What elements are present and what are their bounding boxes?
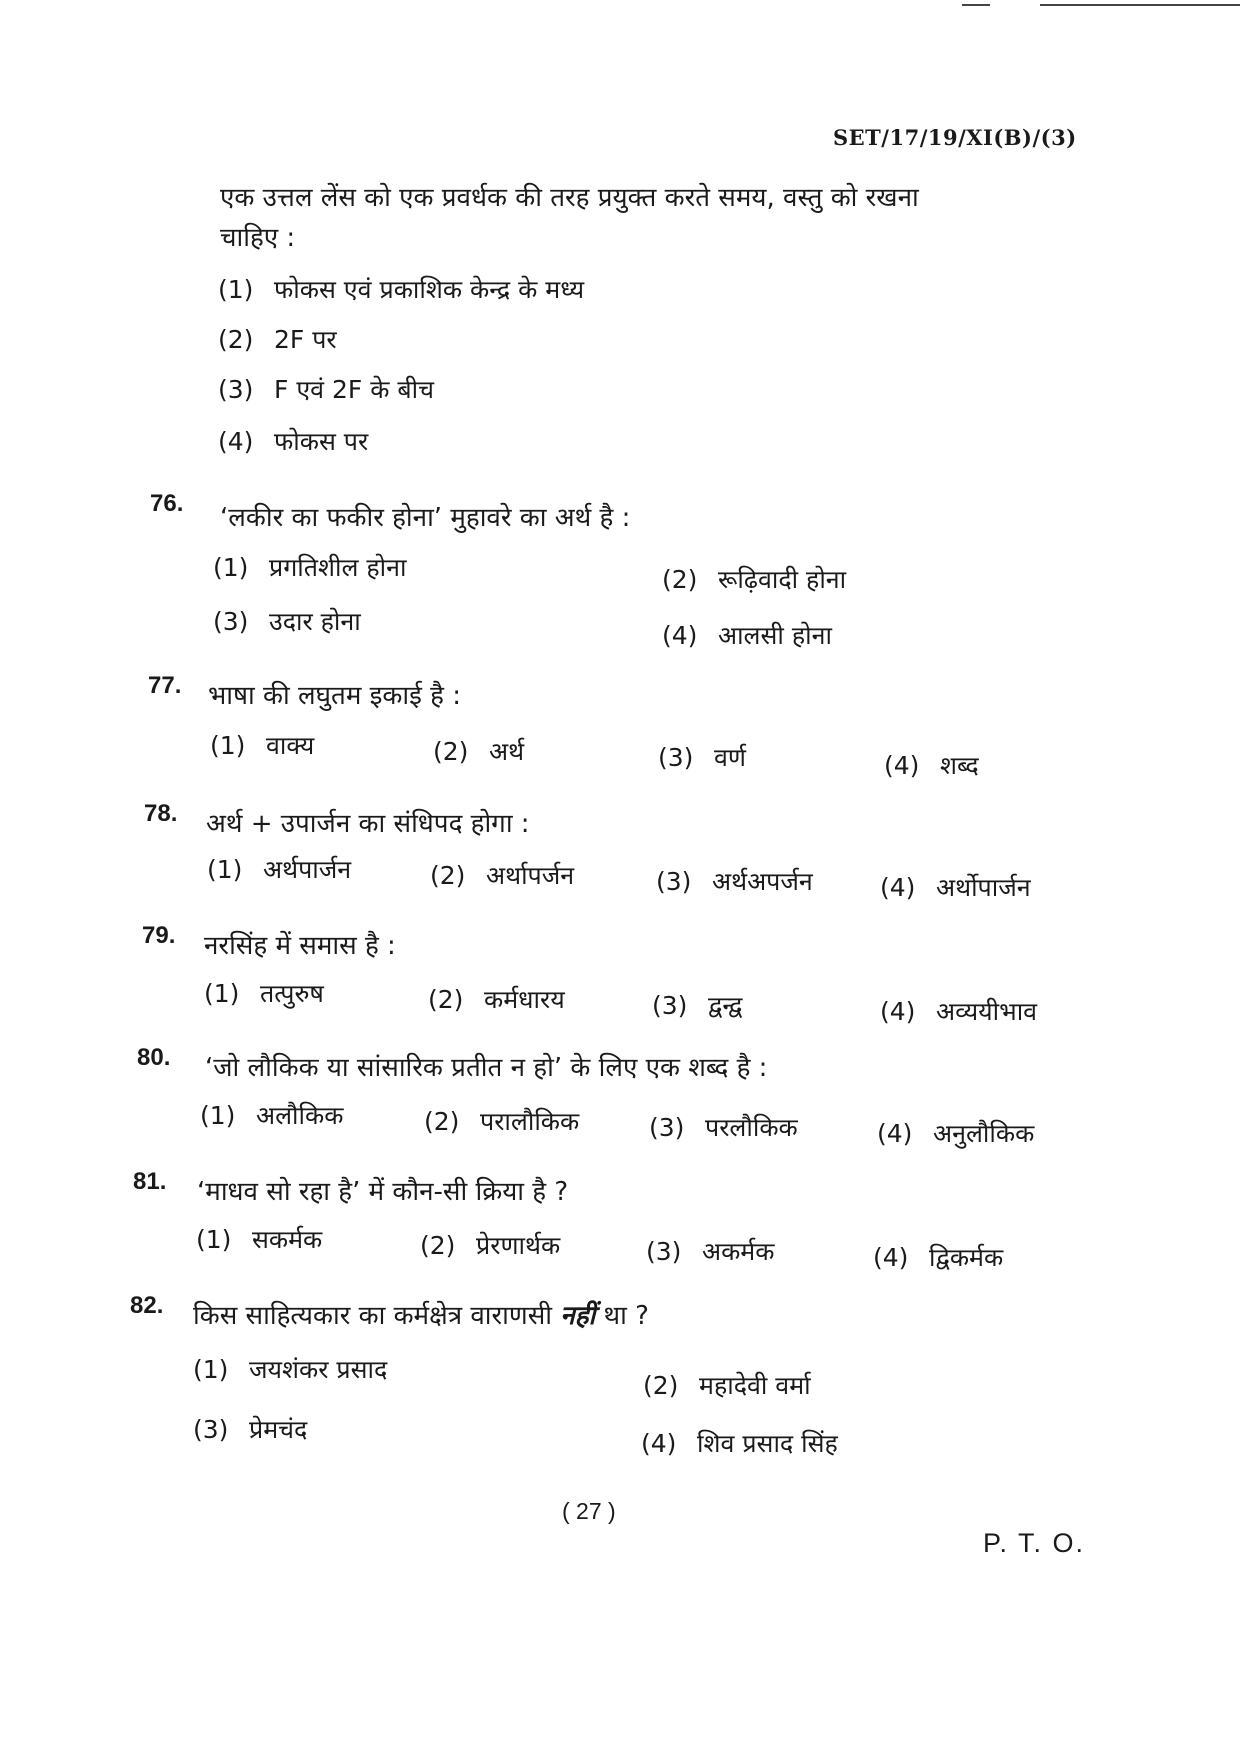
option — [200, 1098, 343, 1132]
option-text: अर्थापर्जन — [486, 861, 575, 890]
option-number: (2) — [643, 1371, 679, 1400]
option — [884, 748, 979, 782]
option-text: अनुलौकिक — [933, 1119, 1035, 1148]
question-text: भाषा की लघुतम इकाई है : — [208, 681, 461, 711]
option-text: उदार होना — [269, 607, 361, 636]
question-text-line: चाहिए : — [220, 223, 296, 253]
option-text: प्रेरणार्थक — [476, 1231, 561, 1260]
option — [428, 982, 565, 1016]
option — [193, 1412, 307, 1446]
option-number: (1) — [200, 1101, 236, 1130]
option — [656, 864, 813, 898]
option — [649, 1110, 798, 1144]
question-text — [193, 1296, 649, 1332]
option — [880, 870, 1031, 904]
option-number: (2) — [420, 1231, 456, 1260]
paper-code: SET/17/19/XI(B)/(3) — [833, 125, 1077, 150]
option-number: (3) — [658, 743, 694, 772]
option — [433, 734, 524, 768]
option-text: शब्द — [940, 751, 979, 780]
option-text: रूढ़िवादी होना — [718, 565, 847, 594]
question-text: ‘जो लौकिक या सांसारिक प्रतीत न हो’ के लिए एक शब्द है : — [205, 1053, 768, 1083]
option-number: (4) — [877, 1119, 913, 1148]
option — [210, 728, 314, 762]
option-number: (2) — [430, 861, 466, 890]
option-text: परालौकिक — [480, 1107, 580, 1136]
question-number: 80. — [137, 1044, 171, 1071]
option — [658, 740, 746, 774]
question-text: नरसिंह में समास है : — [204, 931, 396, 961]
option — [193, 1352, 387, 1386]
option-text: महादेवी वर्मा — [699, 1371, 811, 1400]
option-number: (2) — [218, 325, 254, 354]
option-number: (2) — [424, 1107, 460, 1136]
option-number: (4) — [218, 427, 254, 456]
page-number: ( 27 ) — [562, 1498, 616, 1524]
option-number: (4) — [880, 873, 916, 902]
emphasis-word: नहीं — [560, 1301, 596, 1331]
option — [218, 322, 337, 356]
option-number: (3) — [649, 1113, 685, 1142]
option — [420, 1228, 560, 1262]
option-text: अर्थ — [489, 737, 525, 766]
scan-mark — [1040, 4, 1240, 6]
option-number: (3) — [218, 375, 254, 404]
option — [213, 550, 407, 584]
option-number: (3) — [193, 1415, 229, 1444]
option-text: जयशंकर प्रसाद — [249, 1355, 388, 1384]
option-number: (4) — [880, 997, 916, 1026]
question-number: 78. — [144, 800, 178, 827]
option-text: अर्थअपर्जन — [712, 867, 813, 896]
option — [204, 976, 324, 1010]
option-text: फोकस एवं प्रकाशिक केन्द्र के मध्य — [274, 275, 585, 304]
option-number: (1) — [207, 855, 243, 884]
option — [424, 1104, 579, 1138]
option — [662, 618, 832, 652]
option-number: (1) — [196, 1225, 232, 1254]
option-number: (3) — [213, 607, 249, 636]
option-text: अव्ययीभाव — [936, 997, 1038, 1026]
option-text: 2F पर — [274, 325, 337, 354]
option — [218, 272, 584, 306]
option-text: प्रेमचंद — [249, 1415, 308, 1444]
option — [196, 1222, 322, 1256]
option-number: (4) — [641, 1429, 677, 1458]
option-text: अर्थपार्जन — [263, 855, 352, 884]
question-text-part: था ? — [603, 1301, 649, 1331]
option-number: (1) — [193, 1355, 229, 1384]
question-number: 79. — [142, 922, 176, 949]
question-text: ‘लकीर का फकीर होना’ मुहावरे का अर्थ है : — [220, 503, 631, 533]
option-text: अर्थोपार्जन — [936, 873, 1031, 902]
option — [662, 562, 846, 596]
option — [643, 1368, 811, 1402]
option-text: वर्ण — [714, 743, 746, 772]
question-text: अर्थ + उपार्जन का संधिपद होगा : — [206, 809, 530, 839]
question-text: ‘माधव सो रहा है’ में कौन-सी क्रिया है ? — [197, 1177, 569, 1207]
option-text: द्विकर्मक — [929, 1243, 1004, 1272]
question-text-line: एक उत्तल लेंस को एक प्रवर्धक की तरह प्रयुक्त करते समय, वस्तु को रखना — [220, 183, 919, 213]
option-number: (1) — [210, 731, 246, 760]
option-text: अलौकिक — [256, 1101, 344, 1130]
option-text: फोकस पर — [274, 427, 369, 456]
option-number: (1) — [213, 553, 249, 582]
option-text: F एवं 2F के बीच — [274, 375, 435, 404]
option — [873, 1240, 1003, 1274]
option — [207, 852, 351, 886]
option-number: (4) — [873, 1243, 909, 1272]
option-text: अकर्मक — [702, 1237, 775, 1266]
option-text: सकर्मक — [252, 1225, 323, 1254]
option — [646, 1234, 774, 1268]
question-number: 81. — [133, 1168, 167, 1195]
scan-mark — [962, 4, 990, 6]
option — [641, 1426, 838, 1460]
option-number: (4) — [662, 621, 698, 650]
option-number: (3) — [646, 1237, 682, 1266]
question-number: 82. — [130, 1292, 164, 1319]
option-text: शिव प्रसाद सिंह — [697, 1429, 838, 1458]
option-text: प्रगतिशील होना — [269, 553, 407, 582]
option — [218, 424, 368, 458]
please-turn-over: P. T. O. — [983, 1528, 1086, 1558]
option-number: (1) — [204, 979, 240, 1008]
option-text: वाक्य — [266, 731, 315, 760]
option-number: (3) — [652, 991, 688, 1020]
option — [880, 994, 1037, 1028]
option-text: परलौकिक — [705, 1113, 798, 1142]
option-text: आलसी होना — [718, 621, 832, 650]
option-number: (4) — [884, 751, 920, 780]
option — [430, 858, 574, 892]
option-number: (3) — [656, 867, 692, 896]
option — [218, 372, 434, 406]
option — [877, 1116, 1034, 1150]
question-number: 77. — [148, 672, 182, 699]
option-text: तत्पुरुष — [260, 979, 324, 1008]
option — [213, 604, 361, 638]
option — [652, 988, 742, 1022]
option-number: (1) — [218, 275, 254, 304]
option-text: कर्मधारय — [484, 985, 565, 1014]
question-number: 76. — [150, 490, 184, 517]
option-text: द्वन्द्व — [708, 991, 743, 1020]
question-text-part: किस साहित्यकार का कर्मक्षेत्र वाराणसी — [193, 1301, 553, 1331]
option-number: (2) — [433, 737, 469, 766]
option-number: (2) — [428, 985, 464, 1014]
option-number: (2) — [662, 565, 698, 594]
